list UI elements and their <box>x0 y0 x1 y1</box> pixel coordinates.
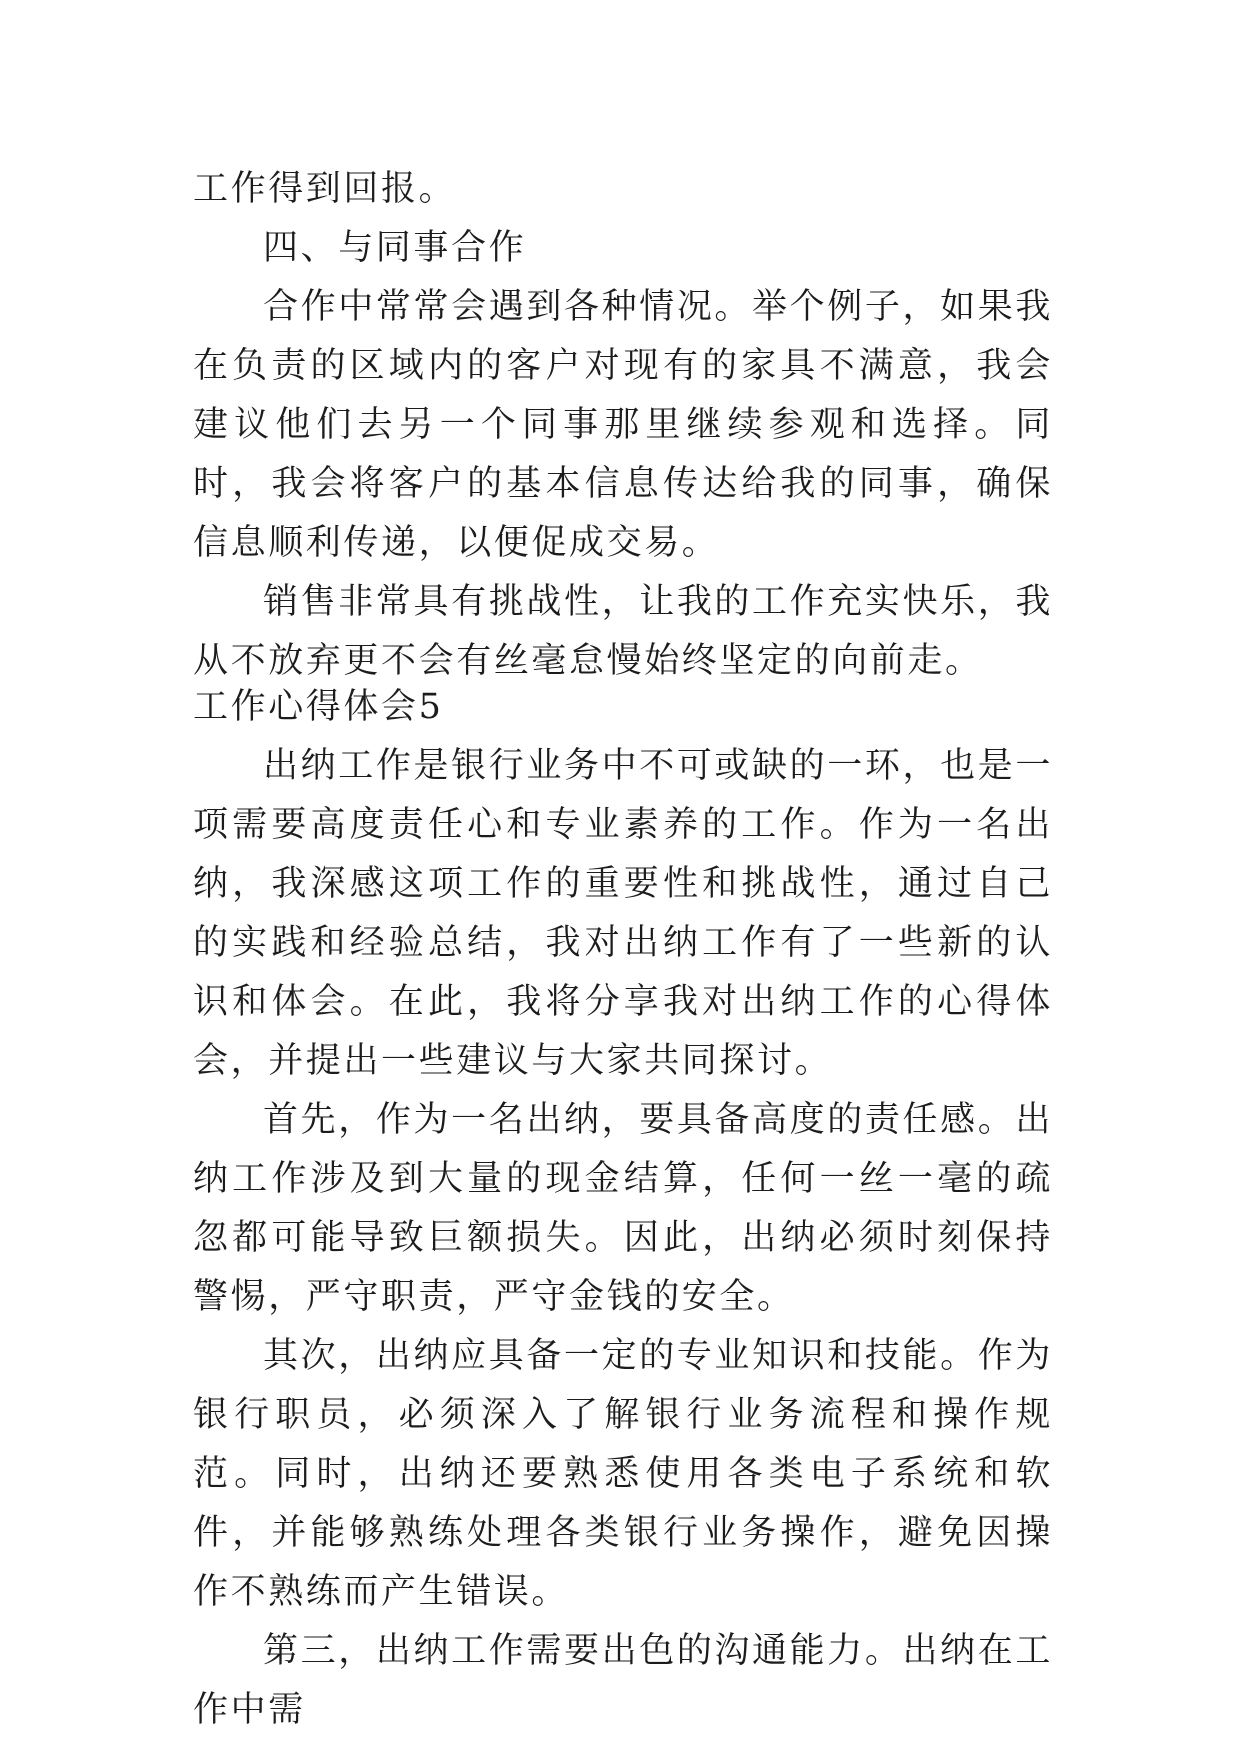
body-paragraph: 其次，出纳应具备一定的专业知识和技能。作为银行职员，必须深入了解银行业务流程和操作规范。同时，出纳还要熟悉使用各类电子系统和软件，并能够熟练处理各类银行业务操作，避免因操作不熟练而产生错误。 <box>193 1336 1053 1612</box>
body-paragraph: 第三，出纳工作需要出色的沟通能力。出纳在工作中需 <box>193 1631 1053 1730</box>
body-paragraph: 销售非常具有挑战性，让我的工作充实快乐，我从不放弃更不会有丝毫怠慢始终坚定的向前走。 <box>193 582 1053 681</box>
body-paragraph: 合作中常常会遇到各种情况。举个例子，如果我在负责的区域内的客户对现有的家具不满意，我会建议他们去另一个同事那里继续参观和选择。同时，我会将客户的基本信息传达给我的同事，确保信息顺利传递，以便促成交易。 <box>193 287 1053 563</box>
subheading: 四、与同事合作 <box>263 228 527 268</box>
section-5 <box>193 678 1053 1740</box>
continuation-paragraph: 工作得到回报。 <box>193 169 457 209</box>
body-paragraph: 首先，作为一名出纳，要具备高度的责任感。出纳工作涉及到大量的现金结算，任何一丝一毫的疏忽都可能导致巨额损失。因此，出纳必须时刻保持警惕，严守职责，严守金钱的安全。 <box>193 1100 1053 1317</box>
section-top <box>193 160 1053 691</box>
body-paragraph: 出纳工作是银行业务中不可或缺的一环，也是一项需要高度责任心和专业素养的工作。作为一名出纳，我深感这项工作的重要性和挑战性，通过自己的实践和经验总结，我对出纳工作有了一些新的认识和体会。在此，我将分享我对出纳工作的心得体会，并提出一些建议与大家共同探讨。 <box>193 746 1053 1081</box>
section-title: 工作心得体会5 <box>193 687 444 727</box>
